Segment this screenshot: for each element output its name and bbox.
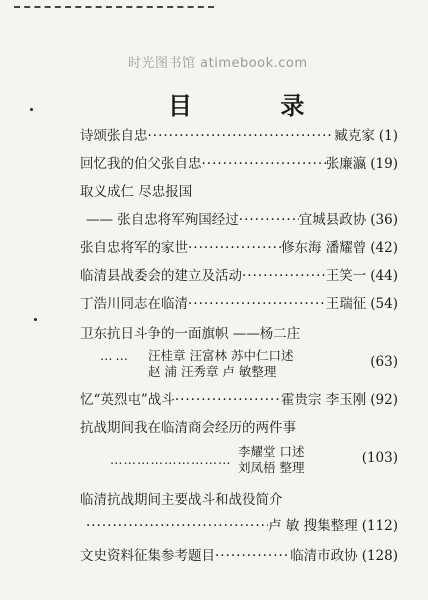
leader-dots (215, 548, 290, 564)
entry-page: (36) (370, 212, 398, 228)
entry-author: 霍贵宗 李玉刚 (280, 392, 367, 408)
entry-author-row: 汪桂章 汪富林 苏中仁口述 (148, 348, 294, 363)
toc-entry (86, 208, 398, 228)
entry-page: (1) (378, 128, 398, 144)
entry-title: 忆“英烈屯”战斗 (80, 392, 175, 408)
leader-dots (148, 128, 335, 144)
toc-entry (80, 236, 398, 256)
entry-title: 诗颂张自忠 (80, 128, 148, 144)
entry-author-row: 赵 浦 汪秀章 卢 敏整理 (148, 364, 277, 379)
toc-entry (80, 124, 398, 144)
entry-page: (92) (370, 392, 398, 408)
leader-dots: ……………………… (110, 452, 232, 467)
leader-dots (175, 392, 281, 408)
entry-author-row: 李耀堂 口述 (238, 444, 305, 459)
leader-dots (188, 240, 281, 256)
entry-title: 临清县战委会的建立及活动 (80, 268, 242, 284)
entry-page: (112) (361, 518, 398, 534)
entry-author: 臧克家 (334, 128, 375, 144)
entry-author: 修东海 潘耀曾 (280, 240, 367, 256)
entry-page: (63) (370, 354, 398, 370)
page-dot (30, 108, 33, 111)
entry-author: 宜城县政协 (298, 212, 367, 228)
entry-author: 张廉瀛 (325, 156, 367, 172)
entry-title: —— 张自忠将军殉国经过 (86, 212, 239, 228)
entry-title: 张自忠将军的家世 (80, 240, 188, 256)
leader-dots: …… (100, 348, 131, 363)
entry-author: 王笑一 (325, 268, 367, 284)
toc-heading: 卫东抗日斗争的一面旗帜 ——杨二庄 (80, 326, 301, 342)
page-dot (34, 318, 37, 321)
toc-entry (86, 514, 398, 534)
leader-dots (239, 212, 299, 228)
toc-heading: 抗战期间我在临清商会经历的两件事 (80, 420, 296, 436)
entry-page: (44) (370, 268, 398, 284)
toc-heading: 取义成仁 尽忠报国 (80, 184, 193, 200)
leader-dots (242, 268, 326, 284)
toc-entry (80, 388, 398, 408)
entry-author-row: 刘凤梧 整理 (238, 460, 305, 475)
toc-entry (80, 264, 398, 284)
entry-page: (54) (370, 296, 398, 312)
leader-dots (86, 518, 268, 534)
entry-page: (42) (370, 240, 398, 256)
toc-entry (80, 152, 398, 172)
entry-page: (128) (361, 548, 398, 564)
entry-author: 卢 敏 搜集整理 (268, 518, 358, 534)
watermark: 时光图书馆 atimebook.com (128, 56, 308, 71)
entry-page: (103) (361, 450, 398, 466)
toc-entry (80, 292, 398, 312)
entry-title: 文史资料征集参考题目 (80, 548, 215, 564)
leader-dots (202, 156, 326, 172)
page-title: 目 录 (168, 91, 345, 120)
top-dashed-rule (14, 6, 214, 8)
toc-heading: 临清抗战期间主要战斗和战役简介 (80, 492, 283, 508)
entry-author: 临清市政协 (290, 548, 358, 564)
leader-dots (188, 296, 326, 312)
entry-title: 回忆我的伯父张自忠 (80, 156, 202, 172)
entry-page: (19) (370, 156, 398, 172)
entry-author: 王瑞征 (325, 296, 367, 312)
entry-title: 丁浩川同志在临清 (80, 296, 188, 312)
toc-entry (80, 544, 398, 564)
